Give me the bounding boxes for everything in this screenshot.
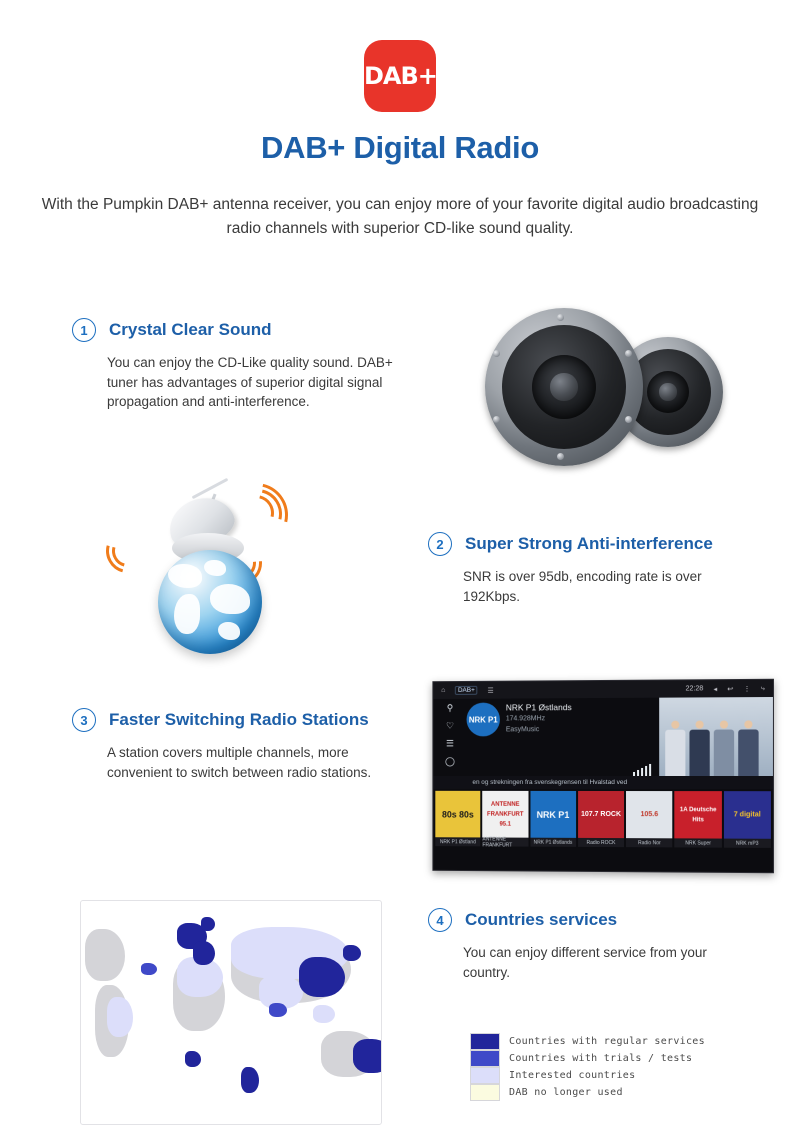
station-artwork-photo xyxy=(659,697,773,776)
feature-2-heading xyxy=(428,532,768,556)
signal-icon[interactable]: ◯ xyxy=(445,756,455,767)
feature-2-number: 2 xyxy=(428,532,452,556)
legend-swatch xyxy=(470,1033,500,1050)
feature-3-body: A station covers multiple channels, more convenient to switch between radio stations. xyxy=(107,745,372,780)
head-unit-station-info xyxy=(467,698,660,776)
feature-4-heading xyxy=(428,908,768,932)
list-icon[interactable]: ☰ xyxy=(445,738,454,749)
preset-artwork: 80s 80s xyxy=(435,791,480,838)
preset-artwork: ANTENNE FRANKFURT 95.1 xyxy=(483,791,529,838)
back-icon[interactable]: ↩ xyxy=(727,685,734,693)
page-title: DAB+ Digital Radio xyxy=(261,130,539,165)
feature-4-title: Countries services xyxy=(465,910,618,929)
head-unit-screenshot xyxy=(432,679,774,873)
legend-item xyxy=(470,1084,730,1101)
feature-3-number: 3 xyxy=(72,708,96,732)
feature-block-2 xyxy=(428,532,768,606)
volume-icon[interactable]: ◂ xyxy=(713,685,718,693)
preset-item[interactable] xyxy=(578,791,624,847)
legend-label: Countries with regular services xyxy=(509,1036,705,1047)
preset-item[interactable] xyxy=(435,791,480,847)
preset-label: NRK mP3 xyxy=(724,839,771,848)
head-unit-status-bar xyxy=(433,680,773,699)
legend-swatch xyxy=(470,1084,500,1101)
preset-item[interactable] xyxy=(530,791,576,847)
station-meta xyxy=(506,702,572,776)
preset-label: NRK P1 Østlands xyxy=(530,838,576,847)
feature-4-body: You can enjoy different service from your country. xyxy=(463,945,707,980)
preset-label: NRK P1 Østland xyxy=(435,837,480,846)
signal-strength-indicator xyxy=(633,702,656,776)
feature-3-heading xyxy=(72,708,432,732)
legend-label: Countries with trials / tests xyxy=(509,1053,693,1064)
feature-1-title: Crystal Clear Sound xyxy=(109,320,272,339)
legend-label: DAB no longer used xyxy=(509,1087,623,1098)
dab-plus-logo-icon xyxy=(364,40,436,112)
legend-swatch xyxy=(470,1050,500,1067)
station-frequency: 174.928MHz xyxy=(505,715,546,723)
search-icon[interactable]: ⚲ xyxy=(446,702,454,713)
preset-label: Radio Nor xyxy=(626,838,673,847)
feature-2-body: SNR is over 95db, encoding rate is over 192Kbps. xyxy=(463,569,702,604)
preset-artwork: NRK P1 xyxy=(530,791,576,838)
return-icon[interactable]: ⤷ xyxy=(760,684,765,692)
preset-artwork: 1A Deutsche Hits xyxy=(675,791,722,838)
legend-item xyxy=(470,1050,730,1067)
head-unit-side-nav xyxy=(433,699,466,776)
feature-4-number: 4 xyxy=(428,908,452,932)
station-name: NRK P1 Østlands xyxy=(505,702,572,713)
bluetooth-icon: ☰ xyxy=(487,687,494,695)
preset-item[interactable] xyxy=(724,791,771,848)
feature-block-3 xyxy=(72,708,432,782)
logo-container xyxy=(0,40,800,117)
home-icon[interactable]: ⌂ xyxy=(441,687,446,694)
legend-label: Interested countries xyxy=(509,1070,636,1081)
dab-status-tag: DAB+ xyxy=(455,686,478,695)
feature-block-1 xyxy=(72,318,432,412)
head-unit-now-playing xyxy=(433,697,773,776)
station-logo-icon: NRK P1 xyxy=(467,703,500,737)
feature-1-heading xyxy=(72,318,432,342)
legend-item xyxy=(470,1033,730,1050)
menu-icon[interactable]: ⋮ xyxy=(743,685,751,693)
preset-artwork: 107.7 ROCK xyxy=(578,791,624,838)
favorite-icon[interactable]: ♡ xyxy=(445,720,454,731)
legend-item xyxy=(470,1067,730,1084)
logo-label: DAB+ xyxy=(364,62,437,90)
globe-antenna-illustration xyxy=(120,485,310,660)
map-legend xyxy=(470,1033,730,1101)
feature-3-title: Faster Switching Radio Stations xyxy=(109,710,369,729)
preset-artwork: 105.6 xyxy=(626,791,673,838)
globe-icon xyxy=(158,550,262,654)
preset-label: NRK Super xyxy=(675,838,722,847)
signal-wave-icon xyxy=(98,521,158,581)
preset-item[interactable] xyxy=(626,791,673,847)
preset-item[interactable] xyxy=(483,791,529,847)
head-unit-ticker-text: en og strekningen fra svenskegrensen til Hvalstad ved xyxy=(433,776,773,789)
preset-artwork: 7 digital xyxy=(724,791,771,839)
world-map-illustration xyxy=(80,900,382,1125)
feature-block-4 xyxy=(428,908,768,982)
feature-2-title: Super Strong Anti-interference xyxy=(465,534,713,553)
status-clock: 22:28 xyxy=(685,685,704,693)
station-genre: EasyMusic xyxy=(505,726,540,734)
feature-1-body: You can enjoy the CD-Like quality sound. DAB+ tuner has advantages of superior digital signal propagation and anti-interference. xyxy=(107,355,393,409)
head-unit-preset-list xyxy=(433,789,773,848)
feature-1-number: 1 xyxy=(72,318,96,342)
preset-label: Radio ROCK xyxy=(578,838,624,847)
intro-paragraph: With the Pumpkin DAB+ antenna receiver, you can enjoy more of your favorite digital audio broadcasting radio channels with superior CD-like sound quality. xyxy=(41,196,759,237)
preset-label: ANTENNE FRANKFURT xyxy=(483,837,529,846)
legend-swatch xyxy=(470,1067,500,1084)
antenna-rod-icon xyxy=(192,478,229,499)
speakers-illustration xyxy=(455,305,755,475)
preset-item[interactable] xyxy=(675,791,722,848)
speaker-large-icon xyxy=(485,308,643,466)
